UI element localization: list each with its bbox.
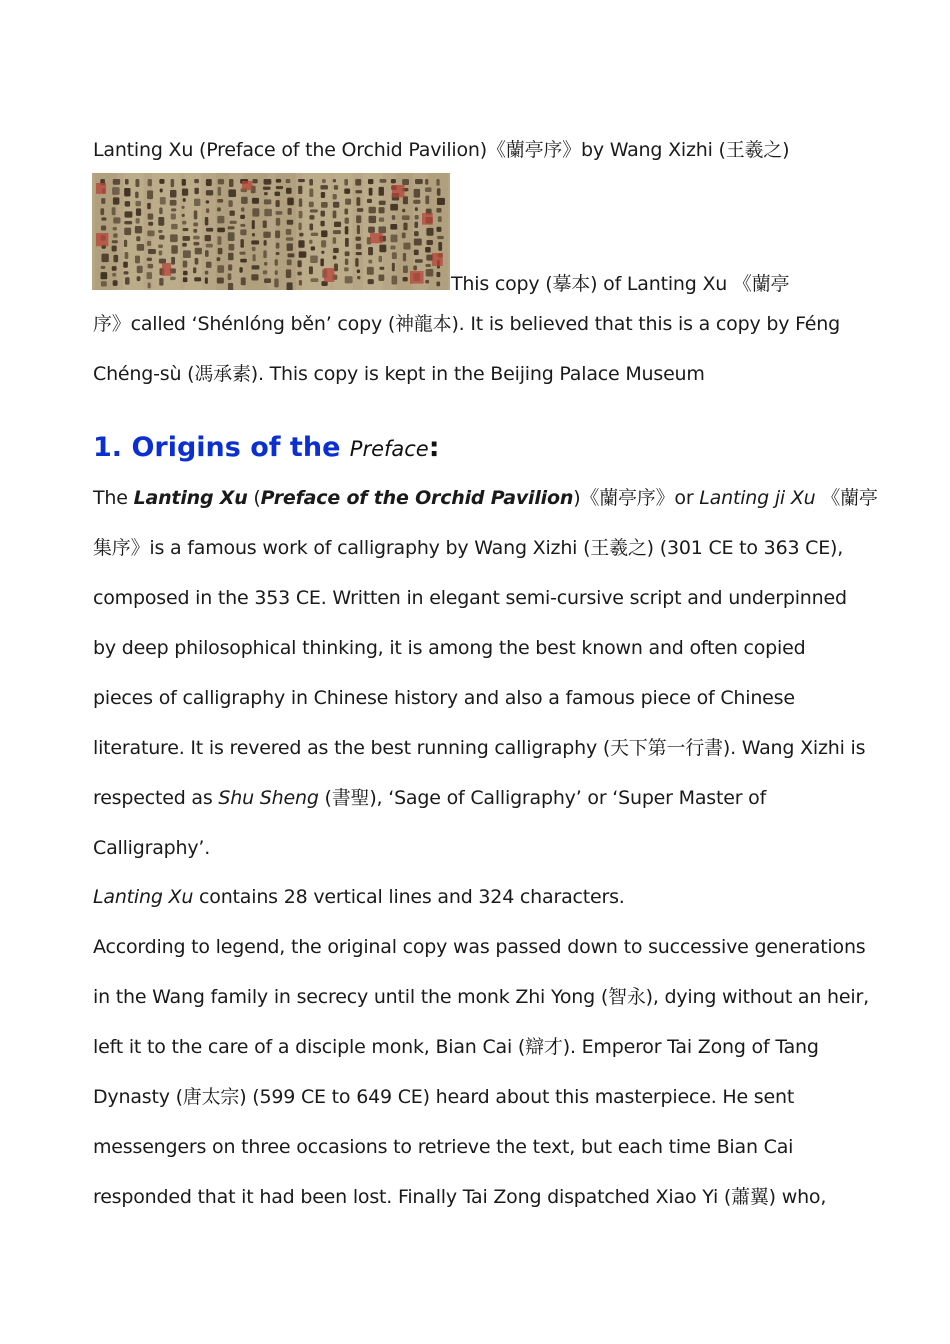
paragraph-1-line-4: by deep philosophical thinking, it is among the best known and often copied [93, 637, 806, 659]
paragraph-1-line-6: literature. It is revered as the best running calligraphy (天下第一行書). Wang Xizhi is [93, 737, 866, 759]
text-the: The [93, 487, 134, 509]
paragraph-1-line-7 [93, 786, 766, 810]
text-lanting-xu: Lanting Xu [133, 487, 248, 509]
image-title: Lanting Xu (Preface of the Orchid Pavilion)《蘭亭序》by Wang Xizhi (王羲之) [93, 139, 790, 161]
paragraph-3-line-3: left it to the care of a disciple monk, Bian Cai (辯才). Emperor Tai Zong of Tang [93, 1036, 819, 1058]
calligraphy-scroll-image [92, 173, 450, 290]
text-lanting-xu-2: Lanting Xu [93, 886, 194, 908]
image-caption-line-2: 序》called ‘Shénlóng běn’ copy (神龍本). It is believed that this is a copy by Féng [93, 313, 840, 335]
paragraph-1-line-1 [93, 486, 878, 510]
paragraph-3-line-4: Dynasty (唐太宗) (599 CE to 649 CE) heard about this masterpiece. He sent [93, 1086, 795, 1108]
paragraph-3-line-1: According to legend, the original copy was passed down to successive generations [93, 936, 866, 958]
text-lanting-ji-xu: Lanting ji Xu [699, 487, 816, 509]
paragraph-1-line-2: 集序》is a famous work of calligraphy by Wang Xizhi (王羲之) (301 CE to 363 CE), [93, 537, 844, 559]
section-heading-italic: Preface [349, 437, 429, 461]
paragraph-3-line-2: in the Wang family in secrecy until the monk Zhi Yong (智永), dying without an heir, [93, 986, 869, 1008]
section-heading-text: 1. Origins of the [93, 432, 350, 463]
paragraph-3-line-5: messengers on three occasions to retrieve the text, but each time Bian Cai [93, 1136, 794, 1158]
text-shu-sheng: Shu Sheng [218, 787, 319, 809]
text-contains-lines: contains 28 vertical lines and 324 characters. [193, 886, 625, 908]
paragraph-1-line-8: Calligraphy’. [93, 837, 211, 859]
paragraph-1-line-3: composed in the 353 CE. Written in elegant semi-cursive script and underpinned [93, 587, 847, 609]
section-heading-colon: : [428, 432, 440, 463]
text-sage-of-calligraphy: (書聖), ‘Sage of Calligraphy’ or ‘Super Master of [318, 787, 767, 809]
text-respected-as: respected as [93, 787, 219, 809]
image-caption-line-1: This copy (摹本) of Lanting Xu 《蘭亭 [451, 273, 790, 295]
section-heading [93, 430, 440, 467]
image-caption-line-3: Chéng-sù (馮承素). This copy is kept in the Beijing Palace Museum [93, 363, 705, 385]
text-after-title: )《蘭亭序》or [573, 487, 700, 509]
text-after-alt: 《蘭亭 [815, 487, 878, 509]
paragraph-1-line-5: pieces of calligraphy in Chinese history and also a famous piece of Chinese [93, 687, 795, 709]
text-preface-title: Preface of the Orchid Pavilion [260, 487, 574, 509]
paragraph-2 [93, 885, 625, 909]
calligraphy-scroll-icon [92, 173, 450, 290]
text-paren: ( [247, 487, 261, 509]
paragraph-3-line-6: responded that it had been lost. Finally Tai Zong dispatched Xiao Yi (蕭翼) who, [93, 1186, 827, 1208]
